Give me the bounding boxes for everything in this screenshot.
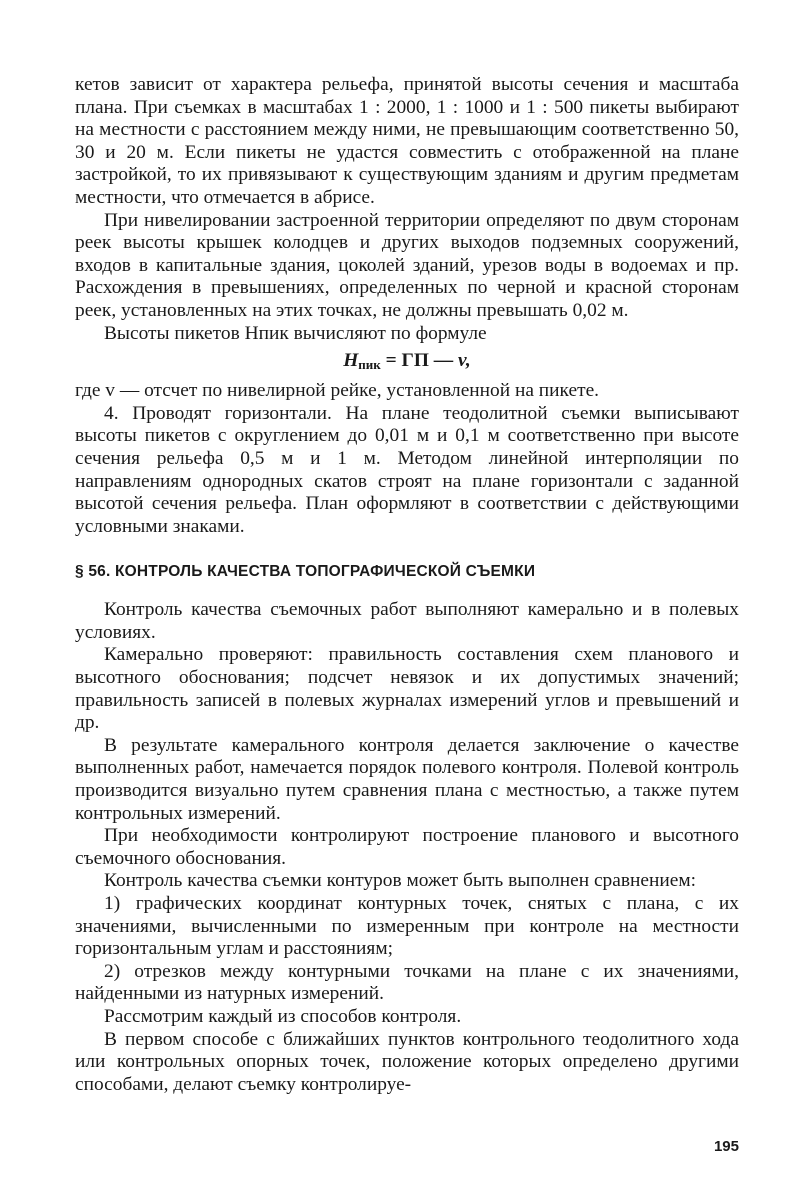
paragraph-office-result: В результате камерального контроля делается заключение о качестве выполненных работ, намечается порядок полевого контроля. Полевой контроль производится визуально путем сравнения плана с местностью, а также путем контрольных измерений. <box>75 734 739 824</box>
page-number: 195 <box>713 1138 739 1155</box>
paragraph-office-check: Камерально проверяют: правильность составления схем планового и высотного обоснования; подсчет невязок и их допустимых значений; правильность записей в полевых журналах измерений углов и превышений и др. <box>75 644 739 734</box>
paragraph-pickets-intro: кетов зависит от характера рельефа, принятой высоты сечения и масштаба плана. При съемках в масштабах 1 : 2000, 1 : 1000 и 1 : 500 пикеты выбирают на местности с расстоянием между ними, не превышающим соответственно 50, 30 и 20 м. Если пикеты не удастся совместить с отображенной на плане застройкой, то их привязывают к существующим зданиям и другим предметам местности, что отмечается в абрисе. <box>75 74 739 208</box>
paragraph-first-method: В первом способе с ближайших пунктов контрольного теодолитного хода или контрольных опорных точек, положение которых определено другими способами, делают съемку контролируе- <box>75 1028 739 1095</box>
section-heading: § 56. КОНТРОЛЬ КАЧЕСТВА ТОПОГРАФИЧЕСКОЙ СЪЕМКИ <box>75 563 536 581</box>
list-item-1: 1) графических координат контурных точек, снятых с плана, с их значениями, вычисленными по измеренным при контроле на местности горизонтальным углам и расстояниям; <box>75 893 739 960</box>
paragraph-formula-intro: Высоты пикетов Hпик вычисляют по формуле <box>104 322 487 344</box>
formula-rhs-gp: = ГП — <box>385 350 459 372</box>
paragraph-leveling: При нивелировании застроенной территории определяют по двум сторонам реек высоты крышек колодцев и других выходов подземных сооружений, входов в капитальные здания, цоколей зданий, урезов воды в водоемах и пр. Расхождения в превышениях, определенных по черной и красной сторонам реек, установленных на этих точках, не должны превышать 0,02 м. <box>75 209 739 321</box>
formula <box>75 349 739 377</box>
formula-lhs: H <box>343 350 359 372</box>
paragraph-control-network: При необходимости контролируют построение планового и высотного съемочного обоснования. <box>75 825 739 869</box>
formula-lhs-subscript: пик <box>358 357 381 373</box>
list-item-2: 2) отрезков между контурными точками на плане с их значениями, найденными из натурных измерений. <box>75 960 739 1005</box>
paragraph-contour-control: Контроль качества съемки контуров может быть выполнен сравнением: <box>104 870 697 892</box>
paragraph-control-quality: Контроль качества съемочных работ выполняют камерально и в полевых условиях. <box>75 599 739 643</box>
page-body <box>75 74 739 1096</box>
paragraph-contours: 4. Проводят горизонтали. На плане теодолитной съемки выписывают высоты пикетов с округлением до 0,01 м и 0,1 м соответственно при высоте сечения рельефа 0,5 м и 1 м. Методом линейной интерполяции по направлениям однородных скатов строят на плане горизонтали с заданной высотой сечения рельефа. План оформляют в соответствии с действующими условными знаками. <box>75 402 739 537</box>
paragraph-consider-methods: Рассмотрим каждый из способов контроля. <box>104 1005 462 1027</box>
paragraph-where-v: где v — отсчет по нивелирной рейке, установленной на пикете. <box>75 380 600 402</box>
formula-rhs-v: v, <box>458 350 471 372</box>
